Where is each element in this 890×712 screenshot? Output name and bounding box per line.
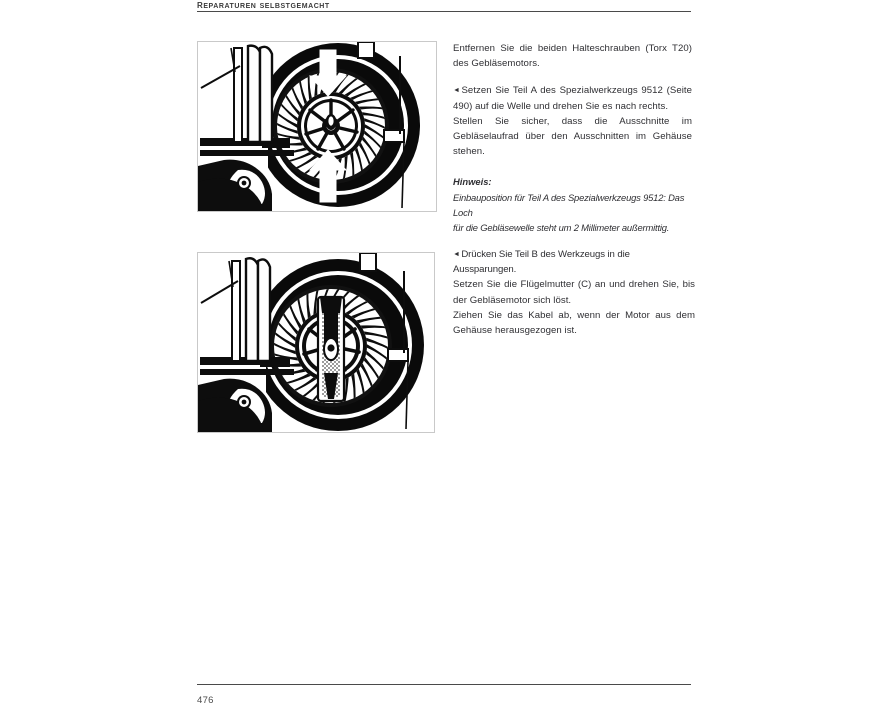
figure-blower-motor-fan-with-arrows [197, 41, 437, 212]
header-rule [197, 11, 691, 12]
note-label: Hinweis: [453, 176, 492, 188]
triangle-bullet-icon: ◄ [453, 87, 460, 95]
text-column-top [453, 41, 692, 236]
text-column-bottom [453, 247, 695, 338]
footer-rule [197, 684, 691, 685]
paragraph-press-part-b-text: Drücken Sie Teil B des Werkzeugs in die Aussparungen. [453, 249, 630, 276]
note-line-1: Einbauposition für Teil A des Spezialwerkzeugs 9512: Das Loch [453, 191, 685, 219]
paragraph-remove-screws: Entfernen Sie die beiden Halteschrauben (Torx T20) des Gebläsemotors. [453, 43, 692, 70]
page-number: 476 [197, 695, 214, 706]
paragraph-align-cutouts: Stellen Sie sicher, dass die Ausschnitte im Gebläselaufrad über den Ausschnitten im Gehäuse stehen. [453, 115, 692, 158]
paragraph-disconnect-cable: Ziehen Sie das Kabel ab, wenn der Motor aus dem Gehäuse herausgezogen ist. [453, 309, 695, 337]
paragraph-insert-part-a [453, 83, 692, 113]
figure-1-artwork [198, 42, 436, 211]
triangle-bullet-icon-2: ◄ [453, 251, 460, 258]
page-header [197, 0, 691, 13]
paragraph-press-part-b [453, 247, 695, 277]
paragraph-wing-nut: Setzen Sie die Flügelmutter (C) an und drehen Sie, bis der Gebläsemotor sich löst. [453, 279, 695, 306]
figure-blower-motor-fan-with-tool-b [197, 252, 435, 433]
paragraph-insert-part-a-text: Setzen Sie Teil A des Spezialwerkzeugs 9512 (Seite 490) auf die Welle und drehen Sie es nach rechts. [453, 85, 692, 112]
note-block [453, 174, 692, 235]
figure-2-artwork [198, 253, 434, 432]
running-head-title: reparaturen selbstgemacht [197, 0, 330, 11]
paragraph-gap [453, 71, 692, 83]
note-line-2: für die Gebläsewelle steht um 2 Millimeter außermittig. [453, 222, 670, 234]
